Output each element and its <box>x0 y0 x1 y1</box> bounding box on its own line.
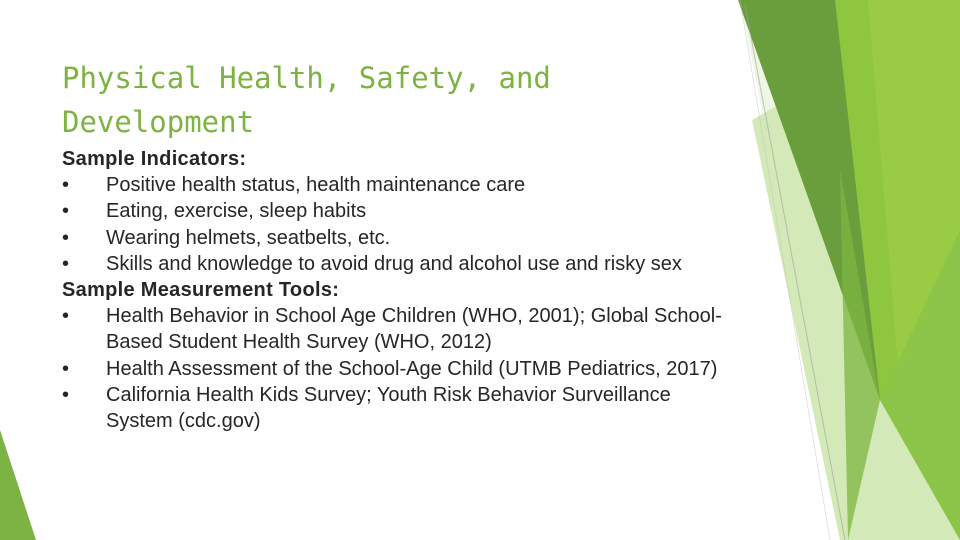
indicator-item <box>62 198 722 224</box>
indicator-text: Skills and knowledge to avoid drug and alcohol use and risky sex <box>106 252 682 275</box>
tool-text: Health Behavior in School Age Children (WHO, 2001); Global School-Based Student Health Survey (WHO, 2012) <box>106 305 722 354</box>
tool-text: California Health Kids Survey; Youth Risk Behavior Surveillance System (cdc.gov) <box>106 383 671 433</box>
tool-item <box>62 303 722 355</box>
indicator-item <box>62 172 722 198</box>
bullet-icon: • <box>62 383 70 406</box>
indicators-heading: Sample Indicators: <box>62 148 247 170</box>
bullet-icon: • <box>62 357 70 380</box>
indicator-text: Eating, exercise, sleep habits <box>106 200 367 223</box>
bullet-icon: • <box>62 174 70 197</box>
slide-body <box>62 146 722 434</box>
bullet-icon: • <box>62 252 70 275</box>
slide-title <box>62 56 702 144</box>
tools-heading: Sample Measurement Tools: <box>62 279 340 302</box>
tool-text: Health Assessment of the School-Age Child (UTMB Pediatrics, 2017) <box>106 357 718 380</box>
tool-item <box>62 356 722 382</box>
indicator-item <box>62 251 722 277</box>
indicator-text: Positive health status, health maintenance care <box>106 174 526 197</box>
bullet-icon: • <box>62 305 70 328</box>
bullet-icon: • <box>62 226 70 249</box>
indicator-item <box>62 225 722 251</box>
indicator-text: Wearing helmets, seatbelts, etc. <box>106 226 391 249</box>
title-line: Development <box>62 105 255 139</box>
title-line: Physical Health, Safety, and <box>62 61 551 95</box>
bullet-icon: • <box>62 200 70 223</box>
facet-left-corner <box>0 430 36 540</box>
tool-item <box>62 382 722 434</box>
